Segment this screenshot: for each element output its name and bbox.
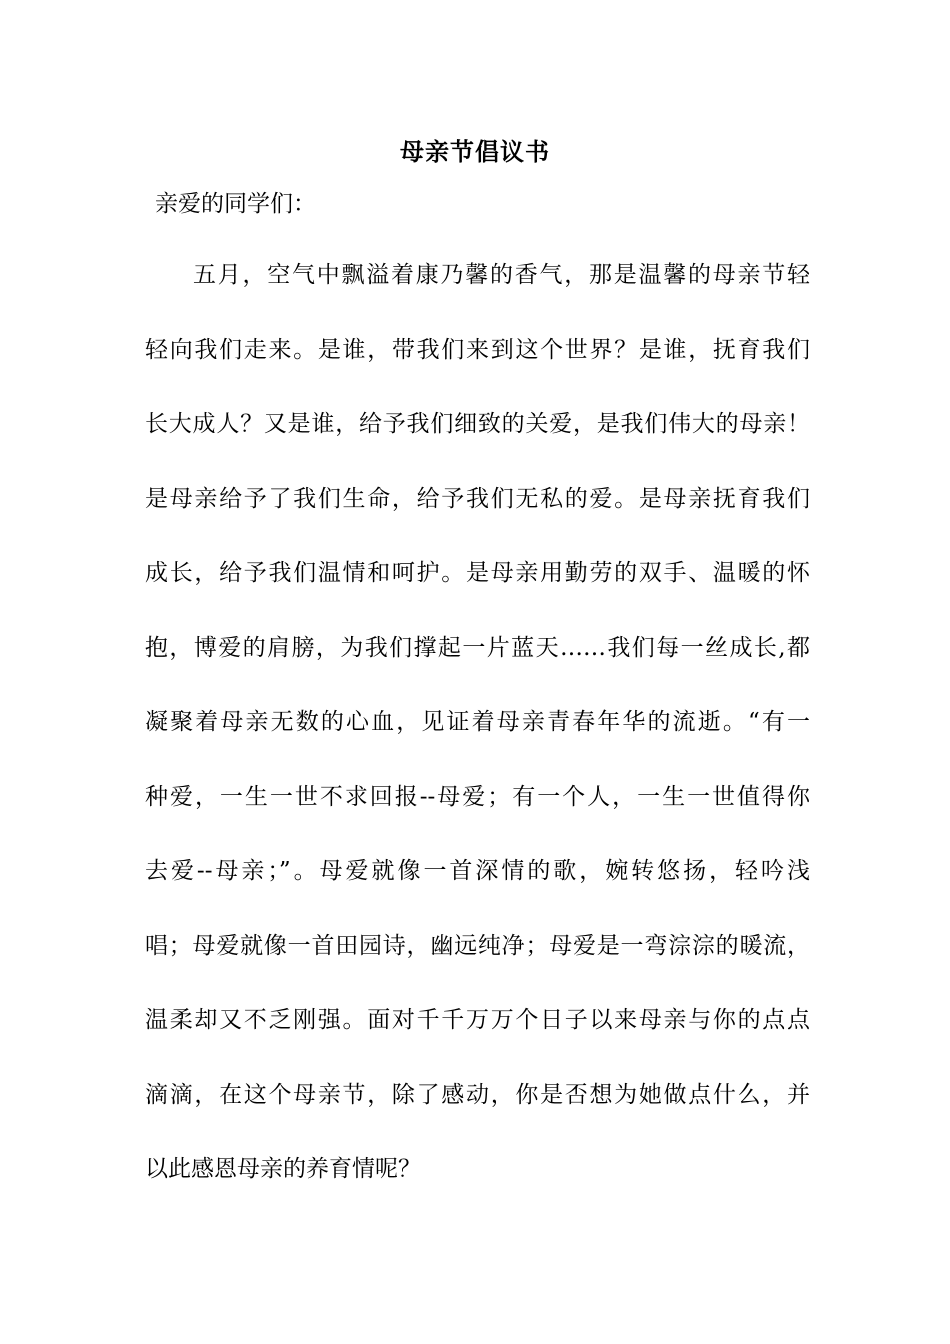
paragraph-line: 凝聚着母亲无数的心血，见证着母亲青春年华的流逝。“有一 (145, 709, 810, 735)
paragraph-line: 唱；母爱就像一首田园诗，幽远纯净；母爱是一弯淙淙的暖流， (145, 932, 810, 959)
paragraph-line: 温柔却又不乏刚强。面对千千万万个日子以来母亲与你的点点 (145, 1007, 810, 1033)
paragraph-line: 种爱，一生一世不求回报--母爱；有一个人，一生一世值得你 (145, 783, 810, 810)
paragraph-line: 以此感恩母亲的养育情呢？ (145, 1156, 421, 1182)
document-title: 母亲节倡议书 (400, 137, 550, 166)
salutation: 亲爱的同学们： (155, 191, 316, 217)
paragraph-line: 长大成人？又是谁，给予我们细致的关爱，是我们伟大的母亲！ (145, 411, 810, 437)
paragraph-line: 五月，空气中飘溢着康乃馨的香气，那是温馨的母亲节轻 (193, 262, 810, 288)
paragraph-line: 抱，博爱的肩膀，为我们撑起一片蓝天……我们每一丝成长,都 (145, 634, 810, 661)
body-paragraph (145, 258, 810, 1227)
paragraph-line: 去爱--母亲；”。母爱就像一首深情的歌，婉转悠扬，轻吟浅 (145, 858, 810, 884)
paragraph-line: 是母亲给予了我们生命，给予我们无私的爱。是母亲抚育我们 (145, 485, 810, 512)
paragraph-line: 成长，给予我们温情和呵护。是母亲用勤劳的双手、温暖的怀 (145, 560, 810, 586)
paragraph-line: 滴滴，在这个母亲节，除了感动，你是否想为她做点什么，并 (145, 1081, 810, 1108)
paragraph-line: 轻向我们走来。是谁，带我们来到这个世界？是谁，抚育我们 (145, 336, 810, 363)
